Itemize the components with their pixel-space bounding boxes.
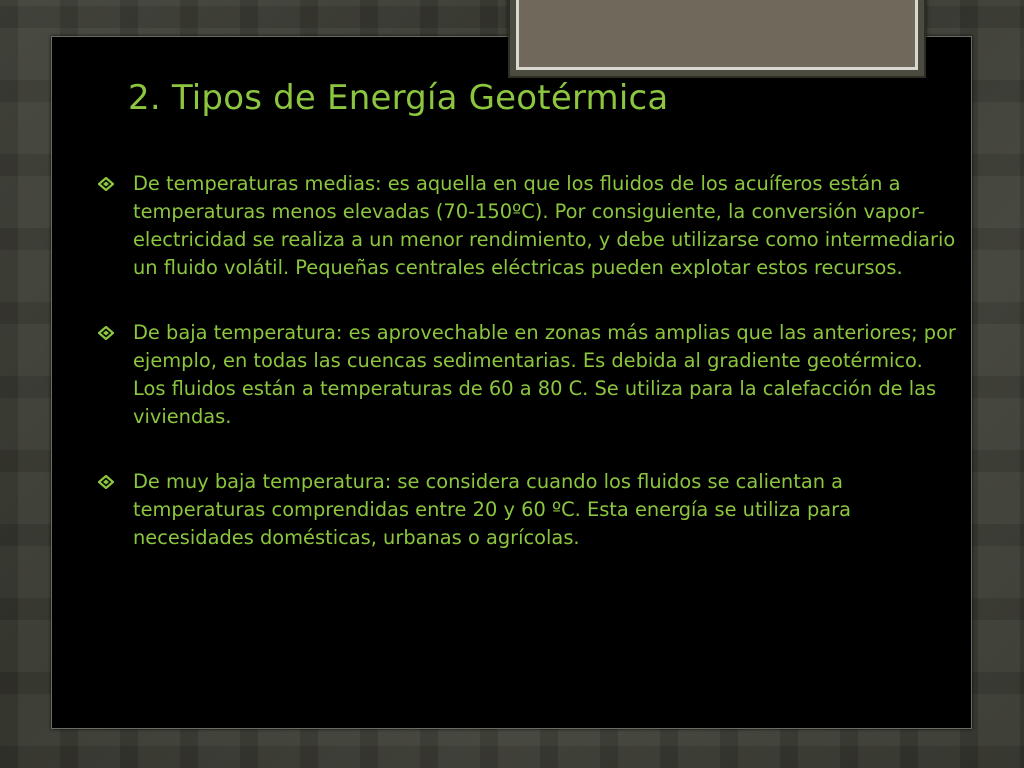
bullet-list (96, 170, 956, 589)
bullet-text: De muy baja temperatura: se considera cuando los fluidos se calientan a temperaturas comprendidas entre 20 y 60 ºC. Esta energía se utiliza para necesidades domésticas, urbanas o agrícolas. (133, 470, 851, 549)
diamond-bullet-icon (98, 475, 114, 489)
bullet-item-baja-temperatura (96, 319, 956, 431)
bullet-text: De temperaturas medias: es aquella en que los fluidos de los acuíferos están a temperaturas menos elevadas (70-150ºC). Por consiguiente, la conversión vapor-electricidad se realiza a un menor rendimiento, y debe utilizarse como intermediario un fluido volátil. Pequeñas centrales eléctricas pueden explotar estos recursos. (133, 172, 956, 279)
bullet-item-temperaturas-medias (96, 170, 956, 282)
diamond-bullet-icon (98, 177, 114, 191)
bullet-item-muy-baja-temperatura (96, 468, 956, 552)
diamond-bullet-icon (98, 326, 114, 340)
decorative-tab-inner (516, 0, 918, 70)
bullet-text: De baja temperatura: es aprovechable en zonas más amplias que las anteriores; por ejemplo, en todas las cuencas sedimentarias. Es debida al gradiente geotérmico. Los fluidos están a temperaturas de 60 a 80 C. Se utiliza para la calefacción de las viviendas. (133, 321, 956, 428)
decorative-tab (508, 0, 926, 78)
slide-title: 2. Tipos de Energía Geotérmica (128, 78, 669, 118)
